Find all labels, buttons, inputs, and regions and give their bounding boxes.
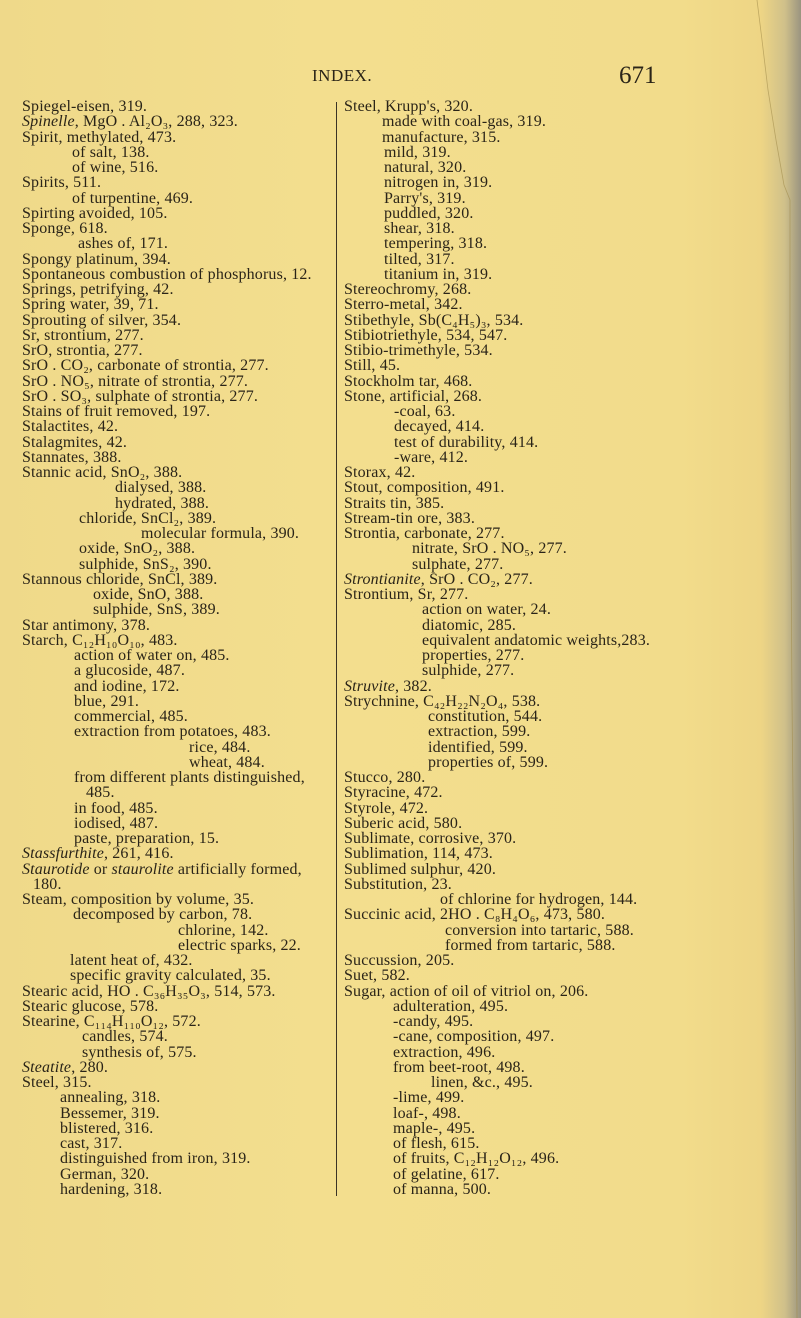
index-subentry: specific gravity calculated, 35. (70, 967, 271, 985)
index-entry: Succussion, 205. (344, 952, 455, 969)
index-entry: SrO . SO₃, sulphate of strontia, 277. (22, 387, 259, 405)
index-subentry: rice, 484. (189, 738, 251, 756)
index-entry: Spiegel-eisen, 319. (22, 98, 148, 115)
index-entry: Stearine, C₁₁₄H₁₁₀O₁₂, 572. (22, 1013, 201, 1030)
index-subentry: puddled, 320. (384, 204, 474, 222)
index-subentry: decayed, 414. (394, 418, 485, 436)
index-subentry: from beet-root, 498. (393, 1058, 525, 1076)
index-subentry: German, 320. (60, 1165, 150, 1183)
index-subentry: of wine, 516. (72, 159, 159, 176)
index-subentry: mild, 319. (384, 143, 451, 161)
index-subentry: natural, 320. (384, 159, 467, 176)
index-subentry: extraction from potatoes, 483. (74, 723, 271, 741)
italic-term: Stassfurthite (22, 845, 104, 863)
index-subentry: linen, &c., 495. (431, 1074, 533, 1091)
index-subentry: of chlorine for hydrogen, 144. (440, 891, 638, 908)
index-entry: Staurotide or staurolite artificially formed, (22, 860, 302, 878)
index-entry: Stearic glucose, 578. (22, 997, 159, 1015)
index-subentry: sulphide, SnS₂, 390. (79, 555, 212, 573)
index-subentry: of turpentine, 469. (72, 189, 194, 207)
index-entry: Sprouting of silver, 354. (22, 311, 182, 329)
index-subentry: formed from tartaric, 588. (445, 936, 616, 954)
index-entry: Stearic acid, HO . C₃₆H₃₅O₃, 514, 573. (22, 982, 276, 1000)
index-subentry: sulphide, 277. (422, 662, 515, 680)
index-entry: Succinic acid, 2HO . C₈H₄O₆, 473, 580. (344, 906, 606, 924)
index-entry: Spirits, 511. (22, 174, 102, 192)
index-subentry: sulphide, SnS, 389. (93, 601, 220, 619)
index-subentry: conversion into tartaric, 588. (445, 921, 634, 939)
index-entry: Stibethyle, Sb(C₄H₅)₃, 534. (344, 311, 524, 329)
running-header: INDEX. (312, 66, 373, 85)
index-entry: Sr, strontium, 277. (22, 326, 144, 344)
index-subentry: from different plants distinguished, (74, 769, 305, 786)
index-subentry: nitrate, SrO . NO₅, 277. (412, 540, 567, 558)
index-entry: Sublimate, corrosive, 370. (344, 830, 517, 847)
italic-term: staurolite (111, 860, 174, 878)
italic-term: Spinelle (22, 113, 75, 131)
index-entry: Substitution, 23. (344, 875, 452, 893)
index-entry: Stereochromy, 268. (344, 281, 472, 298)
index-subentry: candles, 574. (82, 1028, 168, 1046)
index-subentry: ashes of, 171. (78, 235, 169, 253)
index-entry: Spirit, methylated, 473. (22, 128, 177, 146)
index-subentry: diatomic, 285. (422, 616, 517, 634)
index-subentry: tilted, 317. (384, 250, 455, 268)
italic-term: Staurotide (22, 860, 90, 878)
index-entry: Stockholm tar, 468. (344, 372, 473, 390)
index-subentry: distinguished from iron, 319. (60, 1150, 251, 1168)
index-entry: Spinelle, MgO . Al₂O₃, 288, 323. (22, 113, 238, 131)
index-subentry: identified, 599. (428, 738, 528, 756)
index-entry: Sterro-metal, 342. (344, 296, 463, 314)
index-subentry: molecular formula, 390. (141, 525, 300, 542)
index-entry: Storax, 42. (344, 464, 416, 481)
index-subentry: oxide, SnO, 388. (93, 586, 204, 603)
index-subentry: Parry's, 319. (384, 189, 466, 207)
index-entry: Stream-tin ore, 383. (344, 509, 475, 527)
index-subentry: of manna, 500. (393, 1180, 492, 1198)
index-subentry: chloride, SnCl₂, 389. (79, 509, 217, 527)
index-subentry: made with coal-gas, 319. (382, 113, 546, 131)
italic-term: Struvite (344, 677, 395, 695)
index-entry: Stibio-trimethyle, 534. (344, 342, 493, 359)
index-subentry: and iodine, 172. (74, 677, 180, 695)
index-entry: Suet, 582. (344, 967, 410, 985)
index-entry: Stannic acid, SnO₂, 388. (22, 464, 183, 481)
index-subentry: commercial, 485. (74, 708, 188, 725)
index-entry: Starch, C₁₂H₁₀O₁₀, 483. (22, 631, 178, 649)
index-subentry: maple-, 495. (393, 1119, 476, 1137)
index-subentry: Bessemer, 319. (60, 1104, 160, 1122)
index-subentry: titanium in, 319. (384, 265, 493, 283)
index-subentry: dialysed, 388. (115, 479, 207, 497)
index-subentry: electric sparks, 22. (178, 936, 301, 954)
index-entry: Styrole, 472. (344, 799, 429, 817)
index-subentry: of salt, 138. (72, 143, 150, 161)
index-entry: SrO . CO₂, carbonate of strontia, 277. (22, 357, 269, 375)
index-subentry: action of water on, 485. (74, 647, 230, 664)
index-subentry: nitrogen in, 319. (384, 174, 493, 192)
index-subentry: hydrated, 388. (115, 494, 210, 512)
index-subentry: decomposed by carbon, 78. (73, 906, 253, 924)
index-subentry: of gelatine, 617. (393, 1165, 500, 1183)
index-subentry: tempering, 318. (384, 235, 488, 253)
index-subentry: blue, 291. (74, 692, 140, 710)
index-subentry: manufacture, 315. (382, 128, 501, 146)
index-entry: Strontianite, SrO . CO₂, 277. (344, 570, 533, 588)
index-entry: Steatite, 280. (22, 1058, 109, 1076)
index-entry: Stone, artificial, 268. (344, 387, 483, 405)
index-entry: Still, 45. (344, 357, 401, 375)
index-entry: SrO, strontia, 277. (22, 342, 143, 359)
index-subentry: -candy, 495. (393, 1013, 474, 1030)
index-subentry: adulteration, 495. (393, 997, 509, 1015)
index-subentry: equivalent andatomic weights,283. (422, 631, 651, 649)
index-entry: Stout, composition, 491. (344, 479, 505, 497)
index-subentry: in food, 485. (74, 799, 158, 817)
index-entry: Springs, petrifying, 42. (22, 281, 174, 298)
index-subentry: paste, preparation, 15. (74, 830, 220, 847)
page-number: 671 (619, 62, 657, 89)
index-entry: Strontia, carbonate, 277. (344, 525, 505, 542)
index-subentry: shear, 318. (384, 220, 455, 237)
index-subentry: -cane, composition, 497. (393, 1028, 555, 1046)
index-entry: Stalactites, 42. (22, 418, 119, 436)
index-subentry: properties, 277. (422, 647, 525, 664)
index-entry: Strychnine, C₄₂H₂₂N₂O₄, 538. (344, 692, 541, 710)
index-entry: Spirting avoided, 105. (22, 204, 168, 222)
index-subentry: cast, 317. (60, 1135, 123, 1152)
index-entry: Sublimed sulphur, 420. (344, 860, 496, 878)
index-subentry: oxide, SnO₂, 388. (79, 540, 196, 558)
index-entry: Strontium, Sr, 277. (344, 586, 469, 603)
index-entry: Struvite, 382. (344, 677, 432, 695)
index-subentry: -coal, 63. (394, 403, 456, 420)
index-entry: Stibiotriethyle, 534, 547. (344, 326, 508, 344)
index-subentry: extraction, 496. (393, 1043, 496, 1061)
index-subentry: extraction, 599. (428, 723, 531, 741)
index-entry: Steel, Krupp's, 320. (344, 98, 473, 115)
index-subentry: hardening, 318. (60, 1180, 163, 1198)
index-entry: Sponge, 618. (22, 220, 108, 237)
index-subentry: blistered, 316. (60, 1119, 154, 1137)
index-subentry: a glucoside, 487. (74, 662, 185, 680)
index-subentry: latent heat of, 432. (70, 952, 193, 969)
italic-term: Strontianite (344, 570, 421, 588)
index-entry: Stannous chloride, SnCl, 389. (22, 570, 218, 588)
index-subentry: -lime, 499. (393, 1089, 465, 1107)
index-subentry: of flesh, 615. (393, 1135, 480, 1152)
index-entry: Spring water, 39, 71. (22, 296, 159, 314)
index-entry: Styracine, 472. (344, 784, 443, 802)
index-subentry: test of durability, 414. (394, 433, 539, 451)
index-subentry: synthesis of, 575. (82, 1043, 197, 1061)
index-entry: Stassfurthite, 261, 416. (22, 845, 174, 863)
index-entry: Spongy platinum, 394. (22, 250, 171, 268)
index-subentry: chlorine, 142. (178, 921, 269, 939)
index-subentry: constitution, 544. (428, 708, 543, 725)
index-entry: Steam, composition by volume, 35. (22, 891, 255, 908)
index-subentry: sulphate, 277. (412, 555, 504, 573)
index-subentry: of fruits, C₁₂H₁₂O₁₂, 496. (393, 1150, 560, 1168)
index-entry: Suberic acid, 580. (344, 814, 463, 832)
index-entry: SrO . NO₅, nitrate of strontia, 277. (22, 372, 249, 390)
index-subentry: iodised, 487. (74, 814, 159, 832)
index-entry: Spontaneous combustion of phosphorus, 12. (22, 265, 312, 283)
index-subentry: 180. (33, 875, 62, 893)
index-subentry: wheat, 484. (189, 753, 265, 771)
index-entry: Stains of fruit removed, 197. (22, 403, 211, 420)
index-subentry: action on water, 24. (422, 601, 551, 619)
index-subentry: loaf-, 498. (393, 1104, 461, 1122)
index-entry: Sublimation, 114, 473. (344, 845, 493, 863)
index-subentry: annealing, 318. (60, 1089, 161, 1107)
index-entry: Stalagmites, 42. (22, 433, 128, 451)
index-entry: Steel, 315. (22, 1074, 92, 1091)
italic-term: Steatite (22, 1058, 72, 1076)
index-entry: Straits tin, 385. (344, 494, 445, 512)
index-entry: Sugar, action of oil of vitriol on, 206. (344, 982, 589, 1000)
index-entry: Stucco, 280. (344, 769, 426, 786)
index-subentry: -ware, 412. (394, 448, 469, 466)
index-subentry: properties of, 599. (428, 753, 549, 771)
index-entry: Star antimony, 378. (22, 616, 151, 634)
index-entry: Stannates, 388. (22, 448, 122, 466)
index-subentry: 485. (86, 784, 115, 802)
